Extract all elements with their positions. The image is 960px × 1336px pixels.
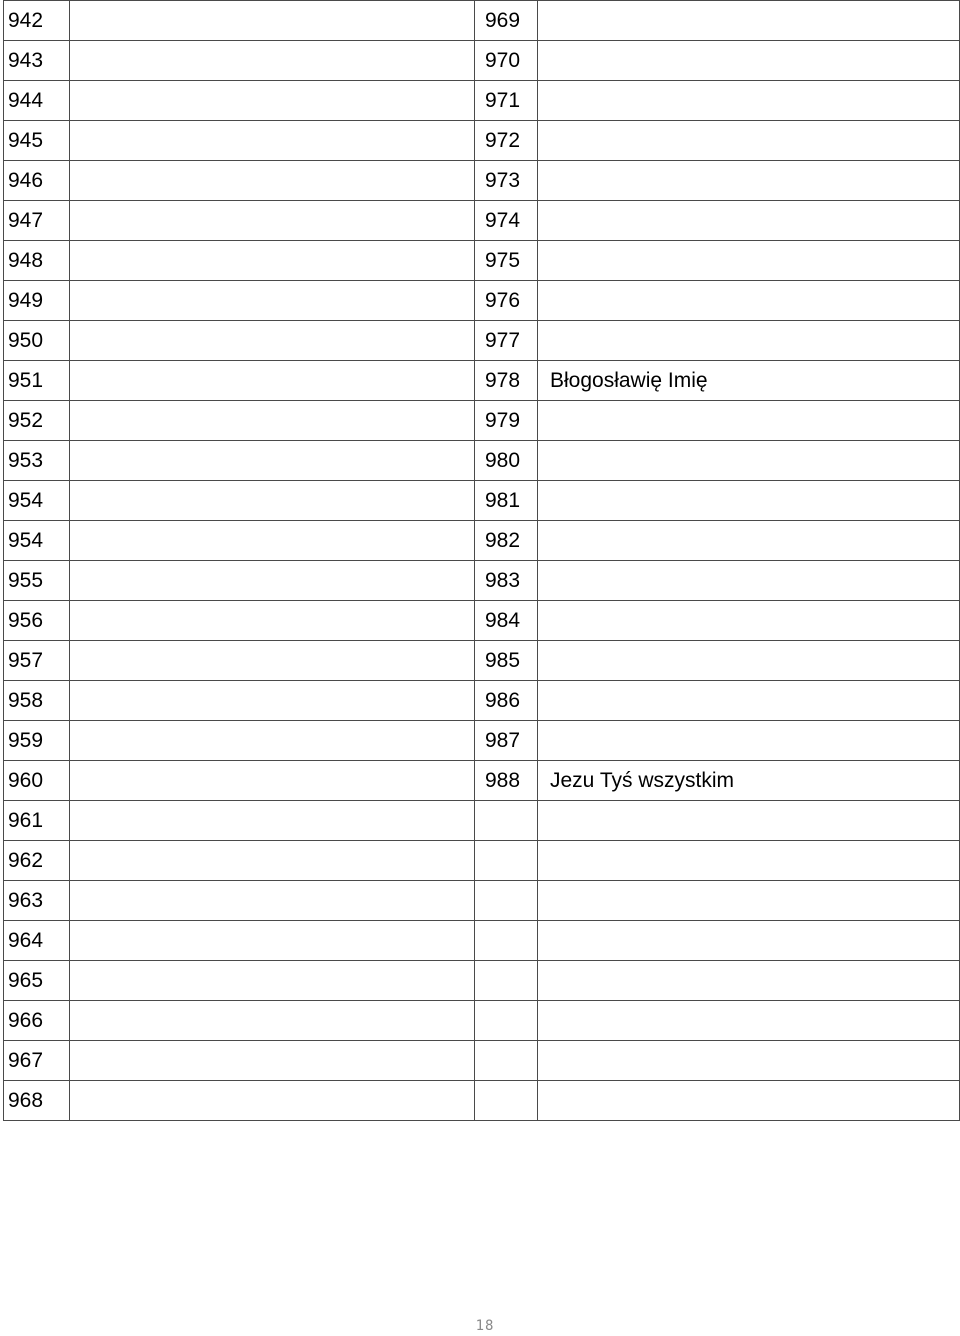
table-row (4, 921, 960, 961)
song-number-left: 962 (4, 841, 70, 881)
table-row (4, 1041, 960, 1081)
song-number-left: 953 (4, 441, 70, 481)
table-row (4, 201, 960, 241)
song-title-right (538, 401, 960, 441)
song-number-right (475, 921, 538, 961)
song-number-left: 963 (4, 881, 70, 921)
song-title-right (538, 121, 960, 161)
song-title-right (538, 481, 960, 521)
song-title-left (70, 801, 475, 841)
song-title-right (538, 801, 960, 841)
song-title-left (70, 1041, 475, 1081)
song-number-left: 945 (4, 121, 70, 161)
song-number-right (475, 841, 538, 881)
song-number-left: 958 (4, 681, 70, 721)
table-row (4, 961, 960, 1001)
song-title-right (538, 841, 960, 881)
table-row (4, 81, 960, 121)
song-title-left (70, 561, 475, 601)
song-number-left: 942 (4, 1, 70, 41)
song-number-right: 979 (475, 401, 538, 441)
song-index-table (3, 0, 960, 1121)
song-title-left (70, 81, 475, 121)
song-number-right: 974 (475, 201, 538, 241)
song-title-left (70, 841, 475, 881)
song-title-right: Błogosławię Imię (538, 361, 960, 401)
song-title-right (538, 721, 960, 761)
song-title-right (538, 41, 960, 81)
song-number-left: 950 (4, 321, 70, 361)
song-title-right (538, 561, 960, 601)
song-number-right: 976 (475, 281, 538, 321)
song-title-left (70, 401, 475, 441)
table-row (4, 1, 960, 41)
song-title-right: Jezu Tyś wszystkim (538, 761, 960, 801)
song-title-left (70, 281, 475, 321)
song-number-left: 967 (4, 1041, 70, 1081)
table-row (4, 361, 960, 401)
song-number-right: 970 (475, 41, 538, 81)
song-title-right (538, 1081, 960, 1121)
song-number-left: 952 (4, 401, 70, 441)
table-row (4, 321, 960, 361)
song-title-left (70, 921, 475, 961)
song-title-left (70, 481, 475, 521)
song-title-right (538, 601, 960, 641)
song-number-left: 964 (4, 921, 70, 961)
song-number-left: 951 (4, 361, 70, 401)
song-number-right: 984 (475, 601, 538, 641)
table-row (4, 521, 960, 561)
song-title-left (70, 361, 475, 401)
song-title-left (70, 721, 475, 761)
table-row (4, 241, 960, 281)
song-number-right: 986 (475, 681, 538, 721)
song-number-left: 960 (4, 761, 70, 801)
table-row (4, 601, 960, 641)
song-title-left (70, 241, 475, 281)
song-number-right: 972 (475, 121, 538, 161)
song-title-left (70, 1, 475, 41)
song-number-right: 985 (475, 641, 538, 681)
table-row (4, 481, 960, 521)
song-number-right (475, 1001, 538, 1041)
table-row (4, 41, 960, 81)
song-number-left: 957 (4, 641, 70, 681)
song-number-right: 977 (475, 321, 538, 361)
song-title-right (538, 241, 960, 281)
song-number-right (475, 801, 538, 841)
table-row (4, 761, 960, 801)
song-number-right: 981 (475, 481, 538, 521)
song-index-body (4, 1, 960, 1121)
song-title-left (70, 41, 475, 81)
song-title-right (538, 321, 960, 361)
song-title-right (538, 921, 960, 961)
song-title-right (538, 641, 960, 681)
song-number-left: 955 (4, 561, 70, 601)
song-number-left: 965 (4, 961, 70, 1001)
table-row (4, 121, 960, 161)
song-number-left: 961 (4, 801, 70, 841)
song-title-right (538, 1041, 960, 1081)
song-number-right (475, 1041, 538, 1081)
song-number-left: 966 (4, 1001, 70, 1041)
song-title-right (538, 881, 960, 921)
song-title-left (70, 521, 475, 561)
song-title-right (538, 441, 960, 481)
song-title-right (538, 81, 960, 121)
table-row (4, 681, 960, 721)
song-number-right: 973 (475, 161, 538, 201)
song-title-left (70, 681, 475, 721)
song-title-left (70, 961, 475, 1001)
song-title-right (538, 201, 960, 241)
song-title-right (538, 961, 960, 1001)
song-title-right (538, 1001, 960, 1041)
song-title-left (70, 161, 475, 201)
song-number-left: 948 (4, 241, 70, 281)
song-number-right: 969 (475, 1, 538, 41)
song-number-right: 978 (475, 361, 538, 401)
song-title-left (70, 121, 475, 161)
table-row (4, 161, 960, 201)
table-row (4, 401, 960, 441)
table-row (4, 441, 960, 481)
song-title-left (70, 201, 475, 241)
song-title-right (538, 521, 960, 561)
song-number-right (475, 1081, 538, 1121)
song-number-right: 988 (475, 761, 538, 801)
song-title-right (538, 681, 960, 721)
song-title-left (70, 1001, 475, 1041)
song-number-left: 943 (4, 41, 70, 81)
song-title-left (70, 641, 475, 681)
song-title-left (70, 321, 475, 361)
table-row (4, 881, 960, 921)
song-number-left: 946 (4, 161, 70, 201)
song-title-left (70, 441, 475, 481)
song-number-left: 956 (4, 601, 70, 641)
song-number-right (475, 961, 538, 1001)
table-row (4, 721, 960, 761)
song-number-left: 968 (4, 1081, 70, 1121)
table-row (4, 1001, 960, 1041)
table-row (4, 1081, 960, 1121)
song-number-right: 980 (475, 441, 538, 481)
song-title-right (538, 281, 960, 321)
table-row (4, 561, 960, 601)
song-number-right (475, 881, 538, 921)
song-number-right: 971 (475, 81, 538, 121)
song-title-right (538, 161, 960, 201)
song-number-left: 947 (4, 201, 70, 241)
song-title-left (70, 761, 475, 801)
song-number-left: 949 (4, 281, 70, 321)
table-row (4, 841, 960, 881)
song-number-left: 954 (4, 521, 70, 561)
song-number-right: 975 (475, 241, 538, 281)
song-title-left (70, 601, 475, 641)
table-row (4, 801, 960, 841)
song-number-left: 944 (4, 81, 70, 121)
song-title-left (70, 881, 475, 921)
page-number: 18 (475, 1318, 495, 1334)
song-title-left (70, 1081, 475, 1121)
song-number-right: 982 (475, 521, 538, 561)
song-title-right (538, 1, 960, 41)
table-row (4, 281, 960, 321)
song-number-left: 959 (4, 721, 70, 761)
song-number-left: 954 (4, 481, 70, 521)
song-number-right: 987 (475, 721, 538, 761)
table-row (4, 641, 960, 681)
song-number-right: 983 (475, 561, 538, 601)
